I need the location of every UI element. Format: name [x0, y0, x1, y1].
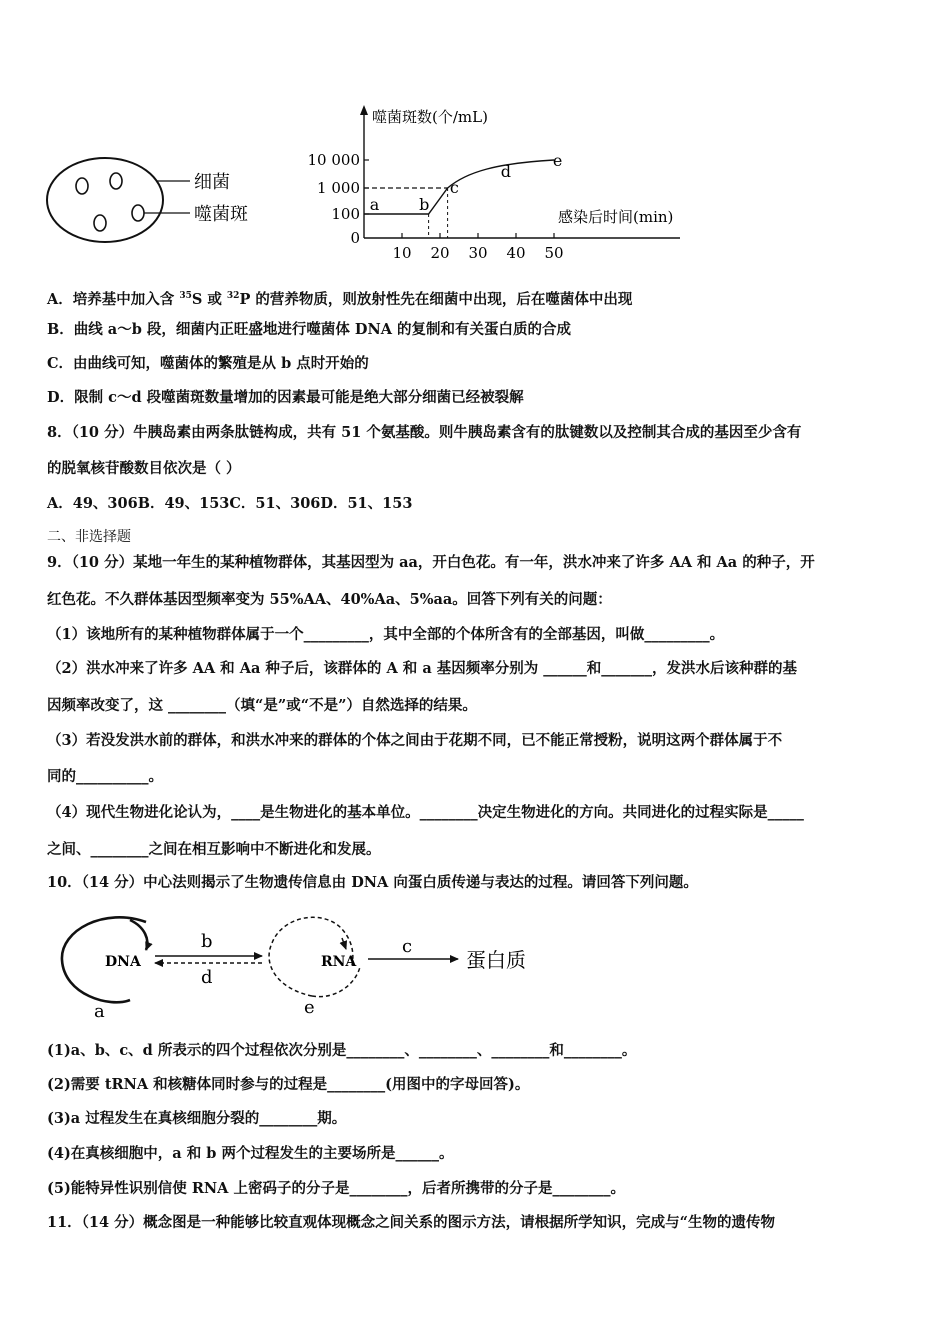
q8-options: A．49、306B．49、153C．51、306D．51、153 — [47, 495, 413, 512]
rna-replication-loop-e-end — [312, 967, 360, 997]
q9-sub1: （1）该地所有的某种植物群体属于一个_________，其中全部的个体所含有的全部基因，叫做_________。 — [47, 626, 725, 643]
plaque — [110, 173, 122, 189]
plaque-count-chart — [300, 100, 720, 265]
y-axis-label: 噬菌斑数(个/mL) — [372, 108, 488, 126]
q9-sub4-line2: 之间、________之间在相互影响中不断进化和发展。 — [47, 841, 381, 858]
y-tick-label: 1 000 — [317, 179, 360, 197]
x-tick-label: 30 — [468, 244, 488, 262]
dna-label: DNA — [105, 954, 141, 970]
q10-sub5: (5)能特异性识别信使 RNA 上密码子的分子是________，后者所携带的分子是________。 — [47, 1180, 625, 1197]
q10-sub4: (4)在真核细胞中，a 和 b 两个过程发生的主要场所是______。 — [47, 1145, 454, 1162]
q9-sub4-line1: （4）现代生物进化论认为，____是生物进化的基本单位。________决定生物进化的方向。共同进化的过程实际是_____ — [47, 804, 804, 821]
point-label-e: e — [552, 151, 563, 170]
q7-option-d: D．限制 c～d 段噬菌斑数量增加的因素最可能是绝大部分细菌已经被裂解 — [47, 389, 524, 406]
point-label-a: a — [369, 195, 380, 214]
x-tick-label: 40 — [506, 244, 526, 262]
bacteria-label: 细菌 — [194, 172, 230, 193]
q9-stem-line2: 红色花。不久群体基因型频率变为 55%AA、40%Aa、5%aa。回答下列有关的问题： — [47, 591, 612, 608]
x-axis-label: 感染后时间(min) — [558, 208, 674, 226]
central-dogma-diagram — [50, 905, 570, 1025]
q9-sub2-line1: （2）洪水冲来了许多 AA 和 Aa 种子后，该群体的 A 和 a 基因频率分别为 ______和_______，发洪水后该种群的基 — [47, 660, 798, 677]
q9-sub3-line2: 同的__________。 — [47, 768, 163, 785]
protein-label: 蛋白质 — [466, 948, 526, 972]
label-d: d — [201, 967, 213, 988]
petri-dish-figure — [40, 150, 280, 250]
q7-option-c: C．由曲线可知，噬菌体的繁殖是从 b 点时开始的 — [47, 355, 369, 372]
q7-option-b: B．曲线 a～b 段，细菌内正旺盛地进行噬菌体 DNA 的复制和有关蛋白质的合成 — [47, 321, 572, 338]
y-tick-label: 100 — [331, 205, 360, 223]
plaque — [132, 205, 144, 221]
series-line — [364, 160, 554, 214]
plaque-label: 噬菌斑 — [194, 204, 248, 225]
label-a: a — [94, 1001, 105, 1022]
point-label-d: d — [500, 162, 512, 182]
q10-sub2: (2)需要 tRNA 和核糖体同时参与的过程是________(用图中的字母回答)。 — [47, 1076, 530, 1093]
plaque — [94, 215, 106, 231]
q10-intro: 10．（14 分）中心法则揭示了生物遗传信息由 DNA 向蛋白质传递与表达的过程。请回答下列问题。 — [47, 874, 698, 891]
label-c: c — [402, 936, 413, 957]
plaque — [76, 178, 88, 194]
q11-stem-line1: 11．（14 分）概念图是一种能够比较直观体现概念之间关系的图示方法，请根据所学知识，完成与“生物的遗传物 — [47, 1214, 775, 1231]
petri-dish — [47, 158, 163, 242]
q9-sub2-line2: 因频率改变了，这 ________（填“是”或“不是”）自然选择的结果。 — [47, 697, 477, 714]
y-tick-label: 10 000 — [307, 151, 360, 169]
rna-label: RNA — [321, 954, 357, 970]
replication-loop-a-end — [130, 920, 147, 950]
q9-stem-line1: 9．（10 分）某地一年生的某种植物群体，其基因型为 aa，开白色花。有一年，洪水冲来了许多 AA 和 Aa 的种子，开 — [47, 554, 815, 571]
x-tick-label: 10 — [392, 244, 412, 262]
rna-loop-arrowhead — [342, 938, 346, 949]
x-tick-label: 20 — [430, 244, 450, 262]
point-label-b: b — [419, 195, 430, 214]
section-heading: 二、非选择题 — [47, 529, 131, 545]
q9-sub3-line1: （3）若没发洪水前的群体，和洪水冲来的群体的个体之间由于花期不同，已不能正常授粉，说明这两个群体属于不 — [47, 732, 783, 749]
x-tick-label: 50 — [544, 244, 564, 262]
y-axis-arrow — [360, 105, 368, 115]
q10-sub1: (1)a、b、c、d 所表示的四个过程依次分别是________、________、________和________。 — [47, 1042, 637, 1059]
point-label-c: c — [449, 178, 459, 197]
q7-option-a: A．培养基中加入含 $^{35}$S 或 $^{32}$P 的营养物质，则放射性先在细菌中出现，后在噬菌体中出现 — [47, 291, 633, 308]
q10-sub3: (3)a 过程发生在真核细胞分裂的________期。 — [47, 1110, 347, 1127]
q8-stem-line1: 8．（10 分）牛胰岛素由两条肽链构成，共有 51 个氨基酸。则牛胰岛素含有的肽键数以及控制其合成的基因至少含有 — [47, 424, 802, 441]
label-e: e — [304, 997, 315, 1018]
q8-stem-line2: 的脱氧核苷酸数目依次是（ ） — [47, 460, 241, 477]
y-tick-label: 0 — [350, 229, 360, 247]
label-b: b — [201, 931, 213, 952]
